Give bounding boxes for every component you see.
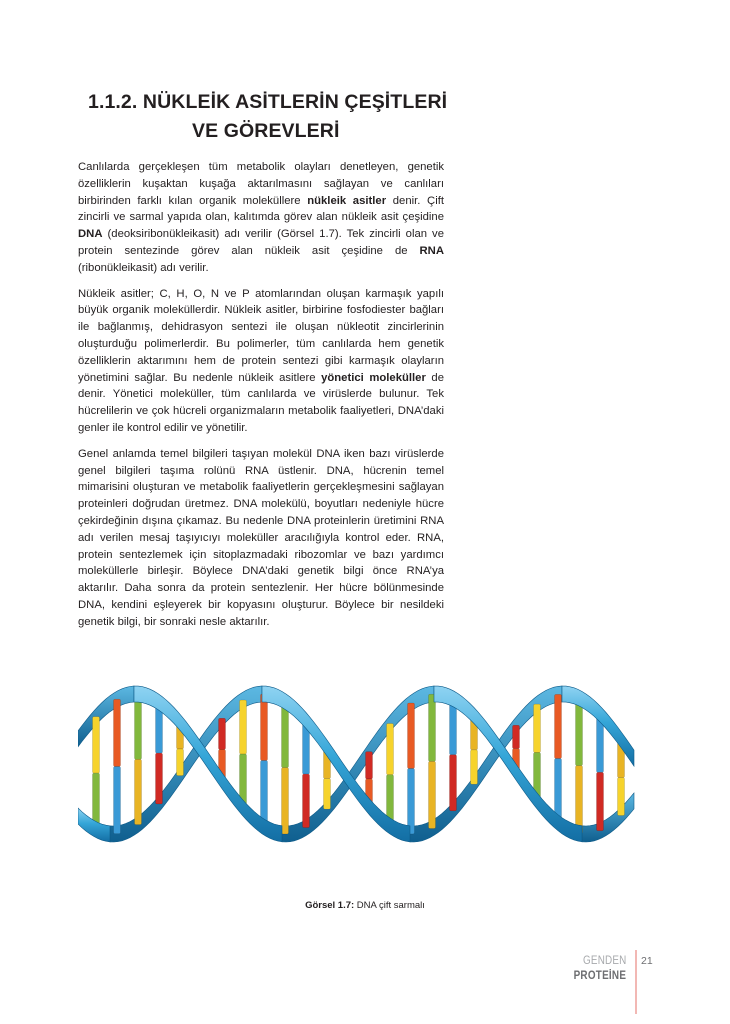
figure-caption-label: Görsel 1.7: [305,900,355,911]
text-run: de denir. Yönetici moleküller, tüm canlılarda ve virüslerde bulunur. Tek hücrelilerin ve çok hücreli organizmaların metabolik faaliyetleri, DNA’daki genler ile kontrol edilir ve yönetilir. [78,371,444,434]
dna-double-helix-image [78,664,636,864]
text-run: Nükleik asitler; C, H, O, N ve P atomlarından oluşan karmaşık yapılı büyük organik moleküllerdir. Nükleik asitler, birbirine fosfodiester bağları ile bağlanmış, dehidrasyon sentezi ile oluşan nükleotit zincirlerinin oluşturduğu polimerlerdir. Bu polimerler, tüm canlılarda hem genetik özelliklerin aktarımını hem de protein sentezi gibi karmaşık olayların yönetimini sağlar. Bu nedenle nükleik asitlere [78,287,444,384]
text-run: Canlılarda gerçekleşen tüm metabolik olayları denetleyen, genetik özelliklerin kuşaktan kuşağa aktarılmasını sağlayan ve canlıları birbirinden farklı kılan organik moleküllere [78,161,444,207]
footer-book-title-line1: GENDEN [582,955,626,967]
body-text [78,159,444,640]
section-title-line1: 1.1.2. NÜKLEİK ASİTLERİN ÇEŞİTLERİ [88,91,448,113]
figure-caption [0,900,730,911]
section-title [88,88,447,146]
highlighted-term: DNA [78,228,103,241]
paragraph-1 [78,159,444,277]
highlighted-term: yönetici moleküller [321,371,426,384]
footer-book-title-line2: PROTEİNE [573,970,626,982]
text-run: Genel anlamda temel bilgileri taşıyan molekül DNA iken bazı virüslerde genel bilgileri taşıma rolünü RNA üstlenir. DNA, hücrenin temel mimarisini oluşturan ve metabolik faaliyetlerin gerçekleşmesini sağlayan proteinleri doğrudan üretmez. DNA molekülü, boyutları nedeniyle hücre çekirdeğinin dışına çıkamaz. Bu nedenle DNA proteinlerin üretimini RNA adı verilen mesaj taşıyıcıyı moleküller aracılığıyla kontrol eder. RNA, protein sentezlemek için sitoplazmadaki ribozomlar ve bazı yardımcı moleküllerle birleşir. Böylece DNA’daki genetik bilgi önce RNA’ya aktarılır. Daha sonra da protein sentezlenir. Her hücre bölünmesinde DNA, kendini eşleyerek bir kopyasını oluşturur. Böylece bir nesildeki genetik bilgi, bir sonraki nesle aktarılır. [78,447,444,628]
section-title-line2: VE GÖREVLERİ [192,120,340,142]
paragraph-3 [78,446,444,631]
paragraph-2 [78,286,444,437]
text-run: denir. Çift zincirli ve sarmal yapıda olan, kalıtımda görev alan nükleik asit çeşidine [78,194,444,224]
highlighted-term: RNA [419,244,444,257]
highlighted-term: nükleik asitler [307,194,387,207]
page-number: 21 [641,955,653,967]
figure-caption-text: DNA çift sarmalı [354,900,425,911]
text-run: (deoksiribonükleikasit) adı verilir (Görsel 1.7). Tek zincirli olan ve protein sentezinde görev alan nükleik asit çeşidine de [78,228,444,257]
footer-divider [635,950,637,1014]
text-run: (ribonükleikasit) adı verilir. [78,261,209,274]
